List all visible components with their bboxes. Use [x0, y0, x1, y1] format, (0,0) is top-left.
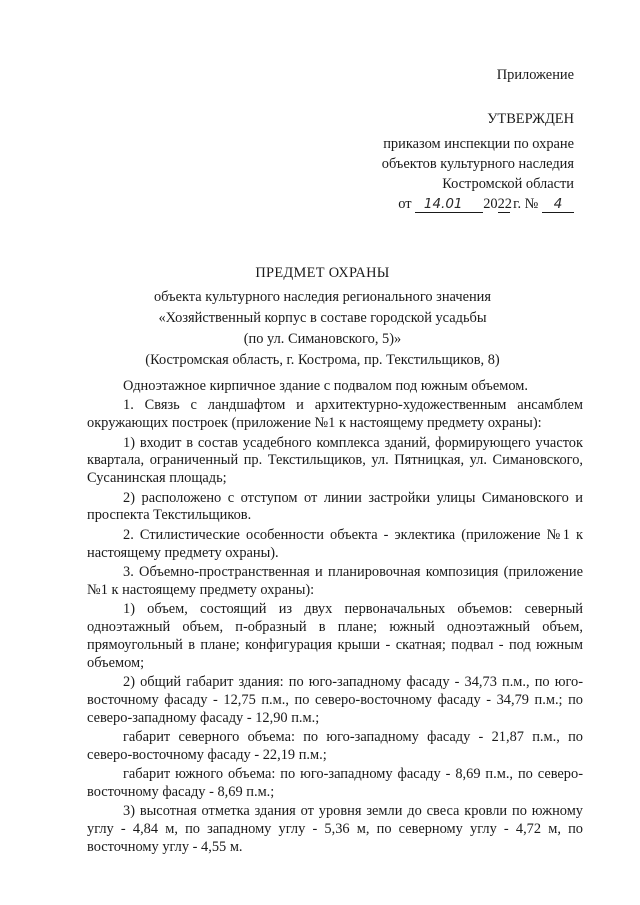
title-line-3: (по ул. Симановского, 5)»	[243, 331, 402, 347]
title-line-1: объекта культурного наследия регионального значения	[153, 289, 492, 305]
year-tail: г. №	[509, 196, 539, 212]
order-line-3: Костромской области	[442, 176, 574, 192]
handwritten-date: 14.01	[423, 196, 463, 212]
approved-heading: УТВЕРЖДЕН	[487, 111, 574, 127]
order-line-2: объектов культурного наследия	[381, 156, 574, 172]
number-field	[542, 197, 574, 213]
document-title: ПРЕДМЕТ ОХРАНЫ	[255, 265, 390, 281]
year-field: 22	[497, 196, 512, 212]
date-prefix: от	[398, 196, 412, 212]
title-line-4: (Костромская область, г. Кострома, пр. Текстильщиков, 8)	[145, 352, 500, 368]
appendix-label: Приложение	[496, 67, 574, 83]
date-field	[415, 197, 483, 213]
paragraph: габарит южного объема: по юго-западному фасаду - 8,69 п.м., по северо-восточному фасаду - 8,69 п.м.;	[87, 766, 583, 801]
order-line-1: приказом инспекции по охране	[383, 136, 574, 152]
paragraph: 1. Связь с ландшафтом и архитектурно-художественным ансамблем окружающих построек (приложение №1 к настоящему предмету охраны):	[87, 397, 583, 432]
paragraph: габарит северного объема: по юго-западному фасаду - 21,87 п.м., по северо-восточному фасаду - 22,19 п.м.;	[87, 729, 583, 763]
handwritten-number: 4	[553, 196, 563, 212]
approval-block	[382, 109, 574, 214]
title-block	[60, 263, 585, 371]
title-line-2: «Хозяйственный корпус в составе городской усадьбы	[158, 310, 487, 326]
paragraph: 3) высотная отметка здания от уровня земли до свеса кровли по южному углу - 4,84 м, по западному углу - 5,36 м, по северному углу - 4,72 м, по восточному углу - 4,55 м.	[87, 803, 583, 856]
paragraph: 2) общий габарит здания: по юго-западному фасаду - 34,73 п.м., по юго-восточному фасаду - 12,75 п.м., по северо-восточному фасаду - 34,79 п.м.; по северо-западному фасаду - 12,90 п.м.;	[87, 674, 583, 726]
paragraph: 1) объем, состоящий из двух первоначальных объемов: северный одноэтажный объем, п-образный в плане; южный одноэтажный объем, прямоугольный в плане; конфигурация крыши - скатная; подвал - под южным объемом;	[87, 601, 583, 671]
document-body	[87, 378, 583, 857]
paragraph: 1) входит в состав усадебного комплекса зданий, формирующего участок квартала, ограниченный пр. Текстильщиков, ул. Пятницкая, ул. Симановского, Сусанинская площадь;	[87, 434, 583, 487]
paragraph: Одноэтажное кирпичное здание с подвалом под южным объемом.	[123, 378, 528, 394]
order-date-line	[382, 194, 574, 214]
paragraph: 2. Стилистические особенности объекта - эклектика (приложение №1 к настоящему предмету охраны).	[87, 526, 583, 561]
paragraph: 2) расположено с отступом от линии застройки улицы Симановского и проспекта Текстильщиков.	[87, 489, 583, 524]
paragraph: 3. Объемно-пространственная и планировочная композиция (приложение №1 к настоящему предмету охраны):	[87, 563, 583, 598]
year-prefix: 20	[483, 196, 498, 212]
